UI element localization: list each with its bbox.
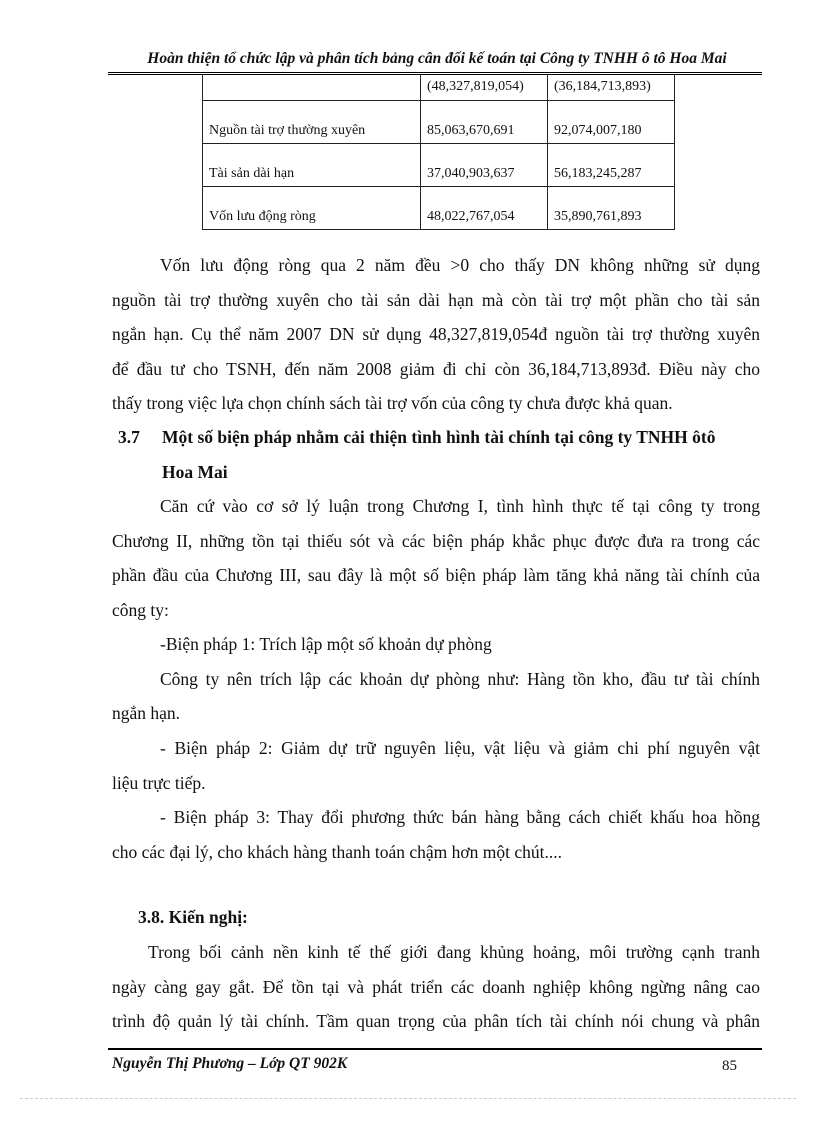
measure-2 [112,731,760,800]
table-row [203,187,675,230]
text-line: ngắn hạn. Cụ thể năm 2007 DN sử dụng 48,327,819,054đ nguồn tài trợ thường xuyên [112,324,760,344]
paragraph-recommendations [112,935,760,1039]
text-line: Công ty nên trích lập các khoản dự phòng như: Hàng tồn kho, đầu tư tài chính [160,668,760,689]
value-2007: 48,022,767,054 [421,187,548,230]
text-line: Trong bối cảnh nền kinh tế thế giới đang khủng hoảng, môi trường cạnh tranh [148,942,760,962]
page-bottom-divider [20,1098,796,1099]
section-3-8-heading: 3.8. Kiến nghị: [138,907,248,927]
value-2007: 37,040,903,637 [421,144,548,187]
table-row [203,74,675,101]
text-line: thấy trong việc lựa chọn chính sách tài trợ vốn của công ty chưa được khả quan. [112,393,673,413]
value-2007: (48,327,819,054) [421,74,548,101]
heading-line: Hoa Mai [162,461,228,482]
row-label [203,74,421,101]
financial-table [202,74,675,230]
text-line: liệu trực tiếp. [112,772,206,793]
text-line: Vốn lưu động ròng qua 2 năm đều >0 cho thấy DN không những sử dụng [160,255,760,275]
row-label: Tài sản dài hạn [203,144,421,187]
measure-1 [112,627,760,731]
value-2008: 35,890,761,893 [548,187,675,230]
row-label: Vốn lưu động ròng [203,187,421,230]
text-line: nguồn tài trợ thường xuyên cho tài sản dài hạn mà còn tài trợ một phần cho tài sản [112,289,760,310]
footer-author: Nguyễn Thị Phương – Lớp QT 902K [112,1055,348,1072]
text-line: cho các đại lý, cho khách hàng thanh toán chậm hơn một chút.... [112,841,563,862]
text-line: Chương II, những tồn tại thiếu sót và các biện pháp khắc phục được đưa ra trong các [112,530,760,551]
value-2008: 92,074,007,180 [548,101,675,144]
value-2008: (36,184,713,893) [548,74,675,101]
paragraph-working-capital [112,248,760,421]
value-2008: 56,183,245,287 [548,144,675,187]
header-rule [108,72,762,73]
page-header-title: Hoàn thiện tổ chức lập và phân tích bảng cân đối kế toán tại Công ty TNHH ô tô Hoa Mai [147,50,727,67]
table-row [203,101,675,144]
text-line: trình độ quản lý tài chính. Tầm quan trọng của phân tích tài chính nói chung và phân [112,1011,760,1031]
measure-title: -Biện pháp 1: Trích lập một số khoản dự phòng [160,634,492,654]
row-label: Nguồn tài trợ thường xuyên [203,101,421,144]
value-2007: 85,063,670,691 [421,101,548,144]
text-line: ngắn hạn. [112,703,181,723]
table-row [203,144,675,187]
text-line: - Biện pháp 3: Thay đổi phương thức bán hàng bằng cách chiết khấu hoa hồng [160,807,760,827]
heading-line: Một số biện pháp nhằm cải thiện tình hình tài chính tại công ty TNHH ôtô [162,427,716,447]
text-line: phần đầu của Chương III, sau đây là một số biện pháp làm tăng khả năng tài chính của [112,565,760,585]
page-number: 85 [722,1058,737,1074]
text-line: Căn cứ vào cơ sở lý luận trong Chương I, tình hình thực tế tại công ty trong [160,496,760,516]
section-3-7-number: 3.7 [118,427,140,447]
paragraph-intro-measures [112,489,760,627]
measure-3 [112,800,760,869]
section-3-7-heading [162,420,760,489]
footer-rule [108,1048,762,1050]
text-line: ngày càng gay gắt. Để tồn tại và phát triển các doanh nghiệp không ngừng nâng cao [112,976,760,997]
text-line: - Biện pháp 2: Giảm dự trữ nguyên liệu, vật liệu và giảm chi phí nguyên vật [160,738,760,758]
text-line: để đầu tư cho TSNH, đến năm 2008 giảm đi chỉ còn 36,184,713,893đ. Điều này cho [112,358,760,379]
text-line: công ty: [112,599,169,620]
